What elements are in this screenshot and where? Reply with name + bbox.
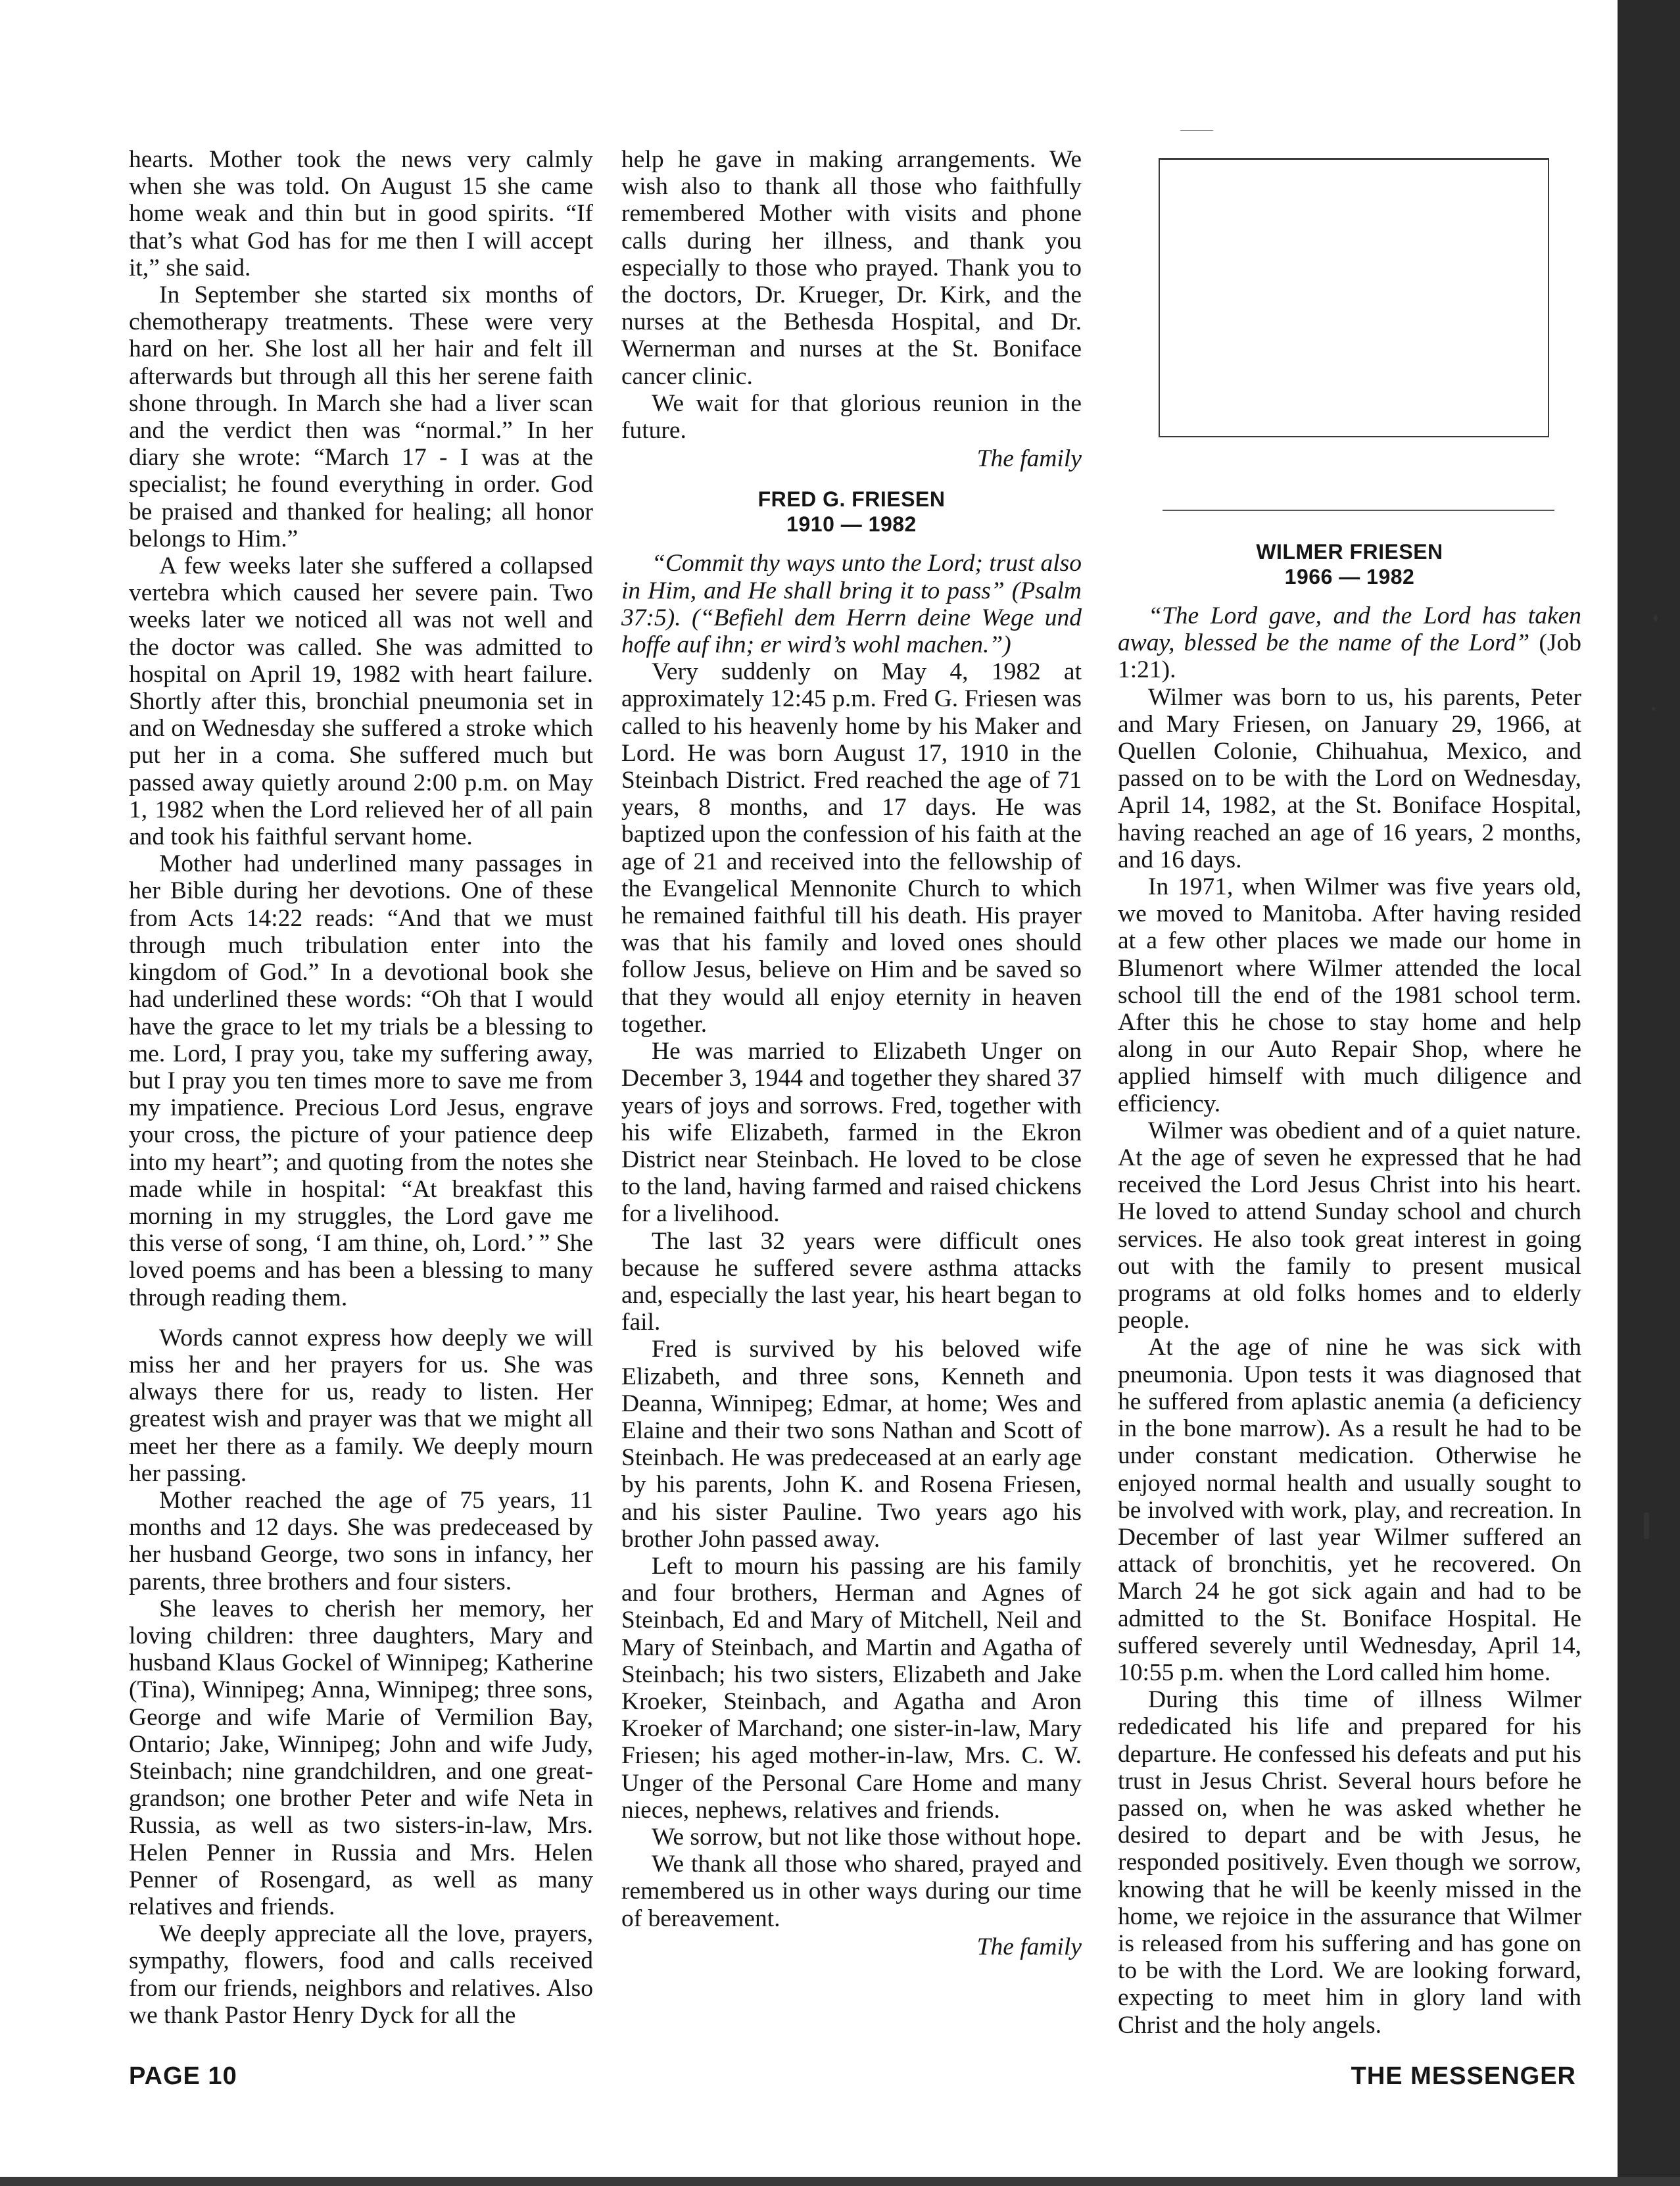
col3-paragraph: During this time of illness Wilmer rededicated his life and prepared for his departure. He confessed his defeats and put his trust in Jesus Christ. Several hours before he passed on, when he was asked whether he desired to depart and be with Jesus, he responded positively. Even though we sorrow, knowing that he will be keenly missed in the home, we rejoice in the assurance that Wilmer is released from his suffering and has gone on to be with the Lord. We are looking forward, expecting to meet him in glory land with Christ and the holy angels. (1118, 1686, 1581, 2039)
scan-speck (1652, 707, 1655, 711)
col2-paragraph: He was married to Elizabeth Unger on December 3, 1944 and together they shared 37 years of joys and sorrows. Fred, together with his wife Elizabeth, farmed in the Ekron District near Steinbach. He loved to be close to the land, having farmed and raised chickens for a livelihood. (621, 1038, 1082, 1228)
headline-years: 1966 — 1982 (1284, 565, 1415, 589)
column-3 (1118, 539, 1581, 2039)
column-2 (621, 146, 1082, 1975)
verse-text: “The Lord gave, and the Lord has taken away, blessed be the name of the Lord” (1118, 602, 1581, 657)
col2-paragraph: The last 32 years were difficult ones because he suffered severe asthma attacks and, especially the last year, his heart began to fail. (621, 1227, 1082, 1336)
col2-paragraph: help he gave in making arrangements. We wish also to thank all those who faithfully remembered Mother with visits and phone calls during her illness, and thank you especially to those who prayed. Thank you to the doctors, Dr. Krueger, Dr. Kirk, and the nurses at the Bethesda Hospital, and Dr. Wernerman and nurses at the St. Boniface cancer clinic. (621, 146, 1082, 390)
headline-name: FRED G. FRIESEN (757, 487, 946, 512)
col3-paragraph: Wilmer was obedient and of a quiet nature. At the age of seven he expressed that he had received the Lord Jesus Christ into his heart. He loved to attend Sunday school and church services. He also took great interest in going out with the family to present musical programs at old folks homes and to elderly people. (1118, 1117, 1581, 1334)
col1-paragraph: Mother had underlined many passages in her Bible during her devotions. One of these from Acts 14:22 reads: “And that we must through much tribulation enter into the kingdom of God.” In a devotional book she had underlined these words: “Oh that I would have the grace to let my trials be a blessing to me. Lord, I pray you, take my suffering away, but I pray you ten times more to save me from my impatience. Precious Lord Jesus, engrave your cross, the picture of your patience deep into my heart”; and quoting from the notes she made while in hospital: “At breakfast this morning in my struggles, the Lord gave me this verse of song, ‘I am thine, oh, Lord.’ ” She loved poems and has been a blessing to many through reading them. (129, 850, 593, 1311)
page-number: PAGE 10 (129, 2062, 237, 2090)
col1-paragraph: hearts. Mother took the news very calmly when she was told. On August 15 she came home weak and thin but in good spirits. “If that’s what God has for me then I will accept it,” she said. (129, 146, 593, 281)
col2-paragraph: We thank all those who shared, prayed and remembered us in other ways during our time of bereavement. (621, 1851, 1082, 1932)
col2-paragraph: We sorrow, but not like those without hope. (652, 1823, 1082, 1851)
col2-paragraph: Very suddenly on May 4, 1982 at approximately 12:45 p.m. Fred G. Friesen was called to his heavenly home by his Maker and Lord. He was born August 17, 1910 in the Steinbach District. Fred reached the age of 71 years, 8 months, and 17 days. He was baptized upon the confession of his faith at the age of 21 and received into the fellowship of the Evangelical Mennonite Church to which he remained faithful till his death. His prayer was that his family and loved ones should follow Jesus, believe on Him and be saved so that they would all enjoy eternity in heaven together. (621, 658, 1082, 1038)
scan-speck (1644, 1513, 1649, 1539)
col1-paragraph: A few weeks later she suffered a collapsed vertebra which caused her severe pain. Two weeks later we noticed all was not well and the doctor was called. She was admitted to hospital on April 19, 1982 with heart failure. Shortly after this, bronchial pneumonia set in and on Wednesday she suffered a stroke which put her in a coma. She suffered much but passed away quietly around 2:00 p.m. on May 1, 1982 when the Lord relieved her of all pain and took his faithful servant home. (129, 552, 593, 851)
col1-paragraph: Words cannot express how deeply we will miss her and her prayers for us. She was always there for us, ready to listen. Her greatest wish and prayer was that we might all meet her there as a family. We deeply mourn her passing. (129, 1324, 593, 1487)
scan-edge-right (1618, 0, 1680, 2186)
top-rule (1180, 130, 1213, 131)
obituary-headline-wilmer (1118, 539, 1581, 589)
photo-frame (1159, 158, 1549, 437)
scripture-verse: “Commit thy ways unto the Lord; trust also in Him, and He shall bring it to pass” (Psalm 37:5). (“Befiehl dem Herrn deine Wege und hoffe auf ihn; er wird’s wohl machen.”) (621, 550, 1082, 659)
signature-the-family: The family (976, 1933, 1082, 1960)
col1-paragraph: In September she started six months of chemotherapy treatments. These were very hard on her. She lost all her hair and felt ill afterwards but through all this her serene faith shone through. In March she had a liver scan and the verdict then was “normal.” In her diary she wrote: “March 17 - I was at the specialist; he found everything in order. God be praised and thanked for healing; all honor belongs to Him.” (129, 281, 593, 552)
divider-rule (1163, 510, 1554, 511)
col1-paragraph: Mother reached the age of 75 years, 11 months and 12 days. She was predeceased by her husband George, two sons in infancy, her parents, three brothers and four sisters. (129, 1486, 593, 1595)
col3-paragraph: Wilmer was born to us, his parents, Peter and Mary Friesen, on January 29, 1966, at Quellen Colonie, Chihuahua, Mexico, and passed on to be with the Lord on Wednesday, April 14, 1982, at the St. Boniface Hospital, having reached an age of 16 years, 2 months, and 16 days. (1118, 683, 1581, 873)
publication-name: THE MESSENGER (1351, 2062, 1576, 2090)
col1-paragraph: We deeply appreciate all the love, prayers, sympathy, flowers, food and calls received from our friends, neighbors and relatives. Also we thank Pastor Henry Dyck for all the (129, 1920, 593, 2029)
col2-paragraph: We wait for that glorious reunion in the future. (621, 389, 1082, 445)
scan-edge-bottom (0, 2177, 1680, 2186)
scan-speck (1654, 615, 1658, 621)
obituary-headline-fred (621, 487, 1082, 537)
signature-the-family: The family (976, 445, 1082, 473)
col2-paragraph: Left to mourn his passing are his family and four brothers, Herman and Agnes of Steinbach, Ed and Mary of Mitchell, Neil and Mary of Steinbach, and Martin and Agatha of Steinbach; his two sisters, Elizabeth and Jake Kroeker, Steinbach, and Agatha and Aron Kroeker of Marchand; one sister-in-law, Mary Friesen; his aged mother-in-law, Mrs. C. W. Unger of the Personal Care Home and many nieces, nephews, relatives and friends. (621, 1552, 1082, 1824)
col1-paragraph: She leaves to cherish her memory, her loving children: three daughters, Mary and husband Klaus Gockel of Winnipeg; Katherine (Tina), Winnipeg; Anna, Winnipeg; three sons, George and wife Marie of Vermilion Bay, Ontario; Jake, Winnipeg; John and wife Judy, Steinbach; nine grandchildren, and one great-grandson; one brother Peter and wife Neta in Russia, as well as two sisters-in-law, Mrs. Helen Penner in Russia and Mrs. Helen Penner of Rosengard, as well as many relatives and friends. (129, 1595, 593, 1920)
column-1 (129, 146, 593, 2029)
col3-paragraph: In 1971, when Wilmer was five years old, we moved to Manitoba. After having resided at a few other places we made our home in Blumenort where Wilmer attended the local school till the end of the 1981 school term. After this he chose to stay home and help along in our Auto Repair Shop, where he applied himself with much diligence and efficiency. (1118, 873, 1581, 1117)
scripture-verse (1118, 602, 1581, 684)
col3-paragraph: At the age of nine he was sick with pneumonia. Upon tests it was diagnosed that he suffered from aplastic anemia (a deficiency in the bone marrow). As a result he had to be under constant medication. Otherwise he enjoyed normal health and usually sought to be involved with work, play, and recreation. In December of last year Wilmer suffered an attack of bronchitis, yet he recovered. On March 24 he got sick again and had to be admitted to the St. Boniface Hospital. He suffered severely until Wednesday, April 14, 10:55 p.m. when the Lord called him home. (1118, 1334, 1581, 1686)
col2-paragraph: Fred is survived by his beloved wife Elizabeth, and three sons, Kenneth and Deanna, Winnipeg; Edmar, at home; Wes and Elaine and their two sons Nathan and Scott of Steinbach. He was predeceased at an early age by his parents, John K. and Rosena Friesen, and his sister Pauline. Two years ago his brother John passed away. (621, 1336, 1082, 1553)
verse-reference: (Job 1:21). (1118, 629, 1581, 684)
headline-name: WILMER FRIESEN (1256, 540, 1443, 564)
headline-years: 1910 — 1982 (786, 512, 917, 537)
